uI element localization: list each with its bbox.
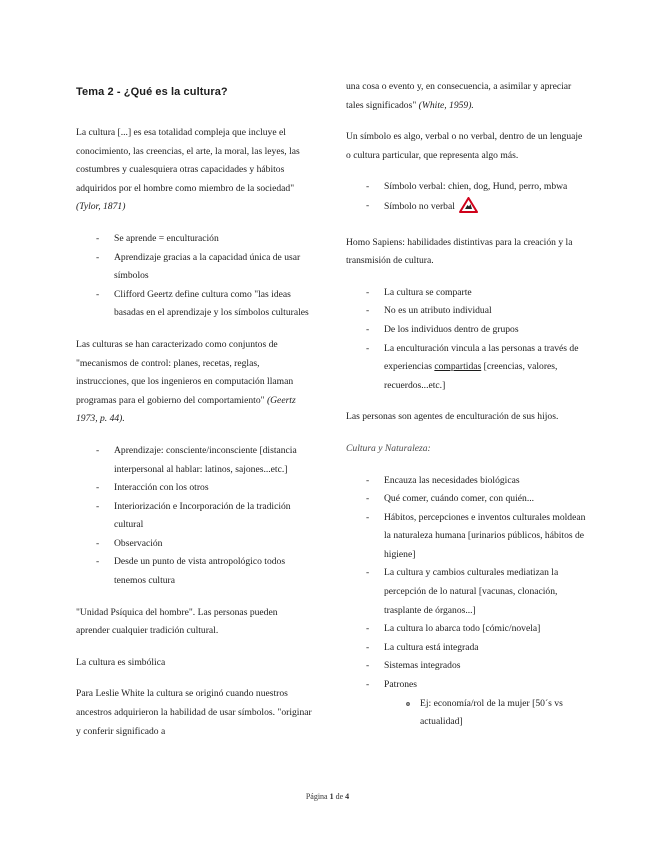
list-learning [76, 442, 312, 591]
sublist-patterns [384, 695, 586, 732]
geertz-quote: Las culturas se han caracterizado como conjuntos de "mecanismos de control: planes, recetas, reglas, instrucciones, que los ingenieros en computación llaman programas para el gobierno del comportamiento" [76, 338, 294, 406]
white-citation: (White, 1959). [418, 99, 474, 111]
footer-label-of: de [333, 792, 346, 801]
paragraph-symbolic: La cultura es simbólica [76, 656, 166, 668]
list-symbols [346, 178, 586, 220]
tylor-citation: (Tylor, 1871) [76, 201, 126, 213]
page-number: 1 [329, 792, 334, 801]
nonverbal-label: Símbolo no verbal [384, 200, 455, 212]
list-shared-culture [346, 284, 586, 396]
list-item: - Se aprende = enculturación [96, 230, 312, 249]
right-column [346, 78, 586, 745]
list-item [366, 340, 586, 396]
list-item: - Interiorización e Incorporación de la tradición cultural [96, 498, 312, 535]
sub-list-item: o Ej: economía/rol de la mujer [50´s vs actualidad] [406, 695, 586, 732]
paragraph-symbol-definition: Un símbolo es algo, verbal o no verbal, dentro de un lenguaje o cultura particular, que representa algo más. [346, 131, 583, 161]
warning-triangle-icon [459, 197, 478, 221]
list-item: - La cultura y cambios culturales mediatizan la percepción de lo natural [vacunas, clonación, trasplante de órganos...] [366, 564, 586, 620]
footer-label: Página [305, 792, 330, 801]
page-footer [0, 788, 655, 807]
underlined-word: compartidas [434, 361, 482, 373]
list-culture-traits [76, 230, 312, 323]
list-item: - Hábitos, percepciones e inventos culturales moldean la naturaleza humana [urinarios públicos, hábitos de higiene] [366, 509, 586, 565]
paragraph-agents: Las personas son agentes de enculturación de sus hijos. [346, 411, 559, 423]
page-title: Tema 2 - ¿Qué es la cultura? [76, 86, 228, 98]
paragraph-homo-sapiens: Homo Sapiens: habilidades distintivas para la creación y la transmisión de cultura. [346, 236, 573, 267]
list-item: - De los individuos dentro de grupos [366, 321, 586, 340]
list-item: - La cultura se comparte [366, 284, 586, 303]
list-item [366, 197, 586, 221]
section-heading-cultura-naturaleza: Cultura y Naturaleza: [346, 442, 431, 454]
list-item: - Sistemas integrados [366, 657, 586, 676]
list-item: - Encauza las necesidades biológicas [366, 472, 586, 491]
paragraph-geertz [76, 336, 312, 429]
paragraph-psychic-unity: "Unidad Psíquica del hombre". Las personas pueden aprender cualquier tradición cultural. [76, 606, 278, 637]
list-item [366, 676, 586, 732]
list-item: - No es un atributo individual [366, 302, 586, 321]
list-item: - Clifford Geertz define cultura como "las ideas basadas en el aprendizaje y los símbolos culturales [96, 286, 312, 323]
list-item: - Aprendizaje: consciente/inconsciente [distancia interpersonal al hablar: latinos, sajones...etc.] [96, 442, 312, 479]
list-item: - Interacción con los otros [96, 479, 312, 498]
list-item: - Desde un punto de vista antropológico todos tenemos cultura [96, 553, 312, 590]
white-quote: una cosa o evento y, en consecuencia, a asimilar y apreciar tales significados" [346, 81, 572, 111]
paragraph-white-continued [346, 78, 586, 115]
list-item: - Qué comer, cuándo comer, con quién... [366, 490, 586, 509]
paragraph-leslie-white: Para Leslie White la cultura se originó cuando nuestros ancestros adquirieron la habilidad de usar símbolos. "originar y conferir significado a [76, 688, 312, 737]
list-item: - La cultura está integrada [366, 639, 586, 658]
list-item: - Observación [96, 535, 312, 554]
list-item-text: Patrones [384, 679, 418, 691]
paragraph-tylor-definition [76, 124, 312, 217]
list-item-text: [creencias, valores, recuerdos...etc.] [384, 361, 558, 391]
list-item: - Símbolo verbal: chien, dog, Hund, perro, mbwa [366, 178, 586, 197]
list-item-text: La enculturación vincula a las personas a través de experiencias [384, 342, 579, 373]
tylor-quote: La cultura [...] es esa totalidad compleja que incluye el conocimiento, las creencias, el arte, la moral, las leyes, las costumbres y cualesquiera otras capacidades y hábitos adquiridos por el hombre como miembro de la sociedad" [76, 127, 300, 194]
left-column [76, 78, 312, 754]
list-item: - Aprendizaje gracias a la capacidad única de usar símbolos [96, 249, 312, 286]
list-item: - La cultura lo abarca todo [cómic/novela] [366, 620, 586, 639]
geertz-citation: (Geertz 1973, p. 44). [76, 394, 296, 425]
page-total: 4 [345, 792, 350, 801]
list-culture-nature [346, 472, 586, 732]
